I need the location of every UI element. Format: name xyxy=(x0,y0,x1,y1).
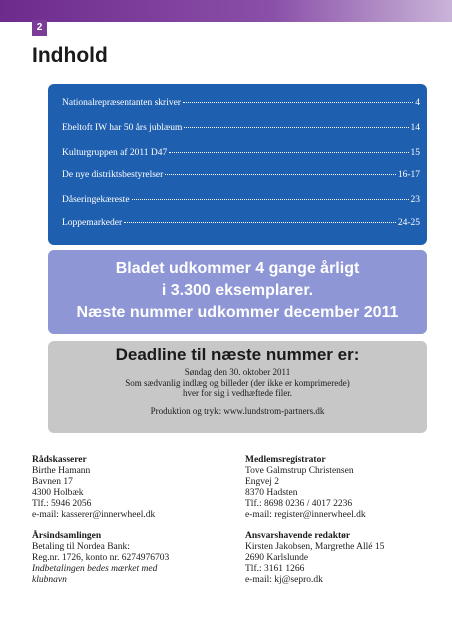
notice-line: Næste nummer udkommer december 2011 xyxy=(76,304,399,321)
contact-email[interactable]: e-mail: kj@sepro.dk xyxy=(245,575,323,585)
notice-line: i 3.300 eksemplarer. xyxy=(161,282,314,299)
contact-city: 8370 Hadsten xyxy=(245,488,298,498)
toc-label: Dåseringekæreste xyxy=(62,195,130,205)
publication-notice xyxy=(48,250,427,334)
bank-account: Reg.nr. 1726, konto nr. 6274976703 xyxy=(32,553,170,563)
contact-phone: Tlf.: 5946 2056 xyxy=(32,499,92,509)
toc-leader xyxy=(165,174,396,175)
payment-note: Indbetalingen bedes mærket med xyxy=(32,564,158,574)
toc-leader xyxy=(184,127,408,128)
deadline-note: hver for sig i vedhæftede filer. xyxy=(183,388,292,398)
deadline-date: Søndag den 30. oktober 2011 xyxy=(184,367,291,377)
contact-phone: Tlf.: 8698 0236 / 4017 2236 xyxy=(245,499,353,509)
toc-page: 15 xyxy=(410,148,420,158)
bank-line: Betaling til Nordea Bank: xyxy=(32,542,130,552)
toc-page: 24-25 xyxy=(397,218,420,228)
contact-name: Tove Galmstrup Christensen xyxy=(245,466,354,476)
toc-page: 4 xyxy=(415,98,420,108)
contact-name: Kirsten Jakobsen, Margrethe Allé 15 xyxy=(245,542,385,552)
contact-heading: Årsindsamlingen xyxy=(32,531,102,541)
toc-page: 23 xyxy=(410,195,420,205)
deadline-heading: Deadline til næste nummer er: xyxy=(115,345,360,364)
toc-page: 16-17 xyxy=(397,170,420,180)
contact-heading: Ansvarshavende redaktør xyxy=(245,531,351,541)
toc-item[interactable] xyxy=(62,98,420,108)
header-bar xyxy=(0,0,452,22)
toc-item[interactable] xyxy=(62,195,420,205)
contact-column-left xyxy=(32,455,222,586)
contact-phone: Tlf.: 3161 1266 xyxy=(245,564,305,574)
toc-label: Loppemarkeder xyxy=(62,218,123,228)
page-title: Indhold xyxy=(32,44,108,67)
toc-label: Ebeltoft IW har 50 års jublæum xyxy=(62,123,183,133)
contact-heading: Rådskasserer xyxy=(32,455,87,465)
payment-note: klubnavn xyxy=(32,575,67,585)
toc-label: De nye distriktsbestyrelser xyxy=(62,170,164,180)
contact-city: 2690 Karlslunde xyxy=(245,553,309,563)
contact-heading: Medlemsregistrator xyxy=(245,455,326,465)
deadline-box xyxy=(48,341,427,433)
contact-name: Birthe Hamann xyxy=(32,466,91,476)
production-credit: Produktion og tryk: www.lundstrom-partners.dk xyxy=(150,405,325,416)
toc-label: Kulturgruppen af 2011 D47 xyxy=(62,148,168,158)
toc-page: 14 xyxy=(410,123,420,133)
contact-street: Engvej 2 xyxy=(245,477,280,487)
notice-line: Bladet udkommer 4 gange årligt xyxy=(115,260,360,277)
toc-leader xyxy=(183,102,413,103)
contact-email[interactable]: e-mail: register@innerwheel.dk xyxy=(245,510,366,520)
contact-column-right xyxy=(245,455,445,586)
table-of-contents xyxy=(48,84,427,245)
contact-street: Bavnen 17 xyxy=(32,477,73,487)
toc-leader xyxy=(124,222,396,223)
toc-label: Nationalrepræsentanten skriver xyxy=(62,98,181,108)
page-number: 2 xyxy=(32,20,47,36)
toc-item[interactable] xyxy=(62,148,420,158)
deadline-note: Som sædvanlig indlæg og billeder (der ikke er komprimerede) xyxy=(125,377,350,388)
contact-email[interactable]: e-mail: kasserer@innerwheel.dk xyxy=(32,510,156,520)
toc-leader xyxy=(132,199,409,200)
toc-item[interactable] xyxy=(62,218,420,228)
toc-item[interactable] xyxy=(62,123,420,133)
toc-leader xyxy=(169,152,408,153)
contact-city: 4300 Holbæk xyxy=(32,488,84,498)
toc-item[interactable] xyxy=(62,170,420,180)
